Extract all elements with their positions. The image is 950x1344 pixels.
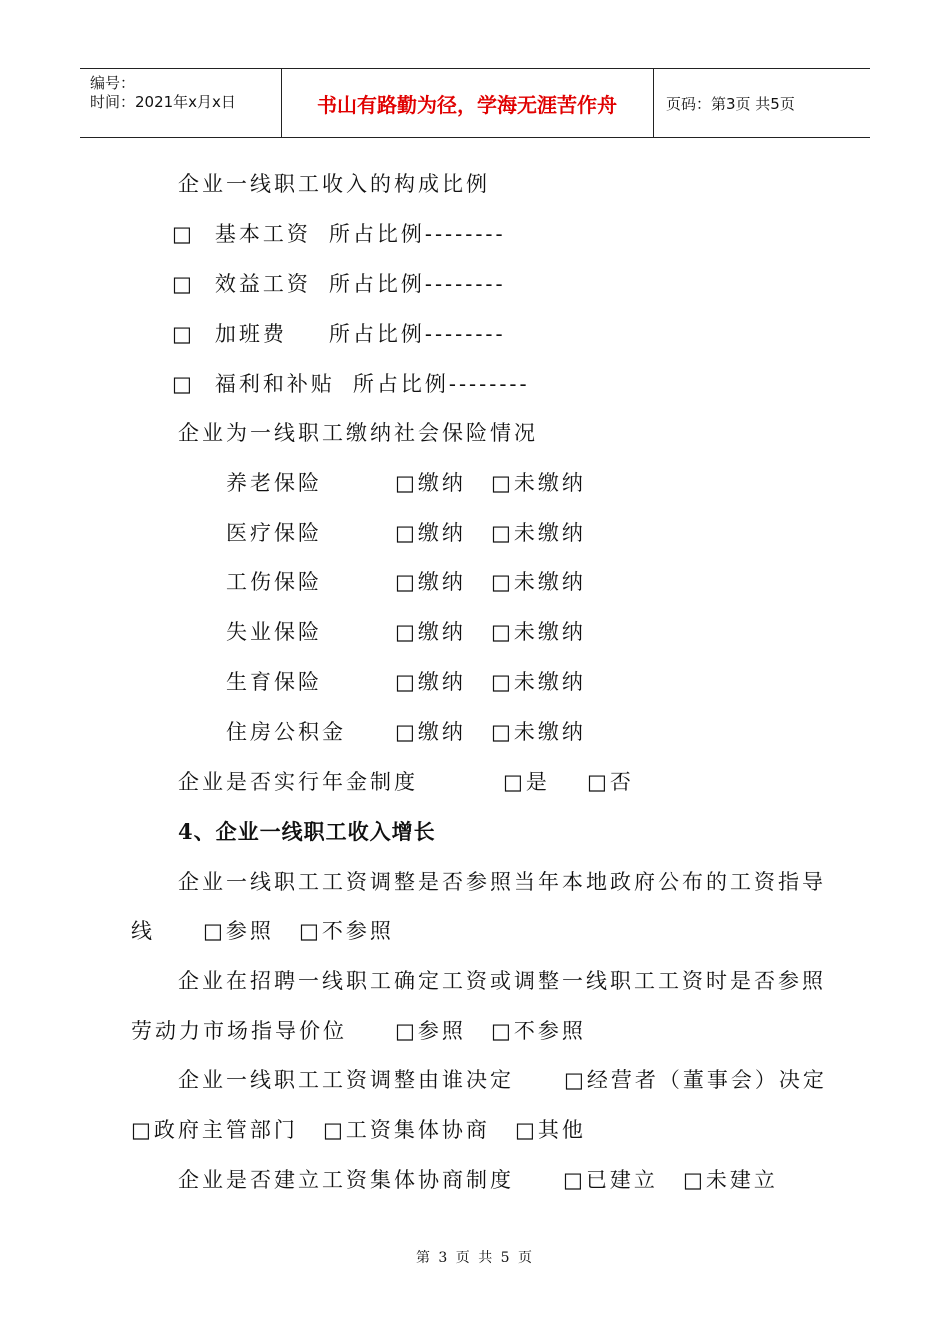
- other-option[interactable]: □其他: [515, 1118, 586, 1142]
- income-item: [172, 321, 506, 347]
- unpaid-option[interactable]: □未缴纳: [491, 471, 586, 495]
- paid-option[interactable]: □缴纳: [395, 720, 466, 744]
- not-refer-option[interactable]: □不参照: [491, 1019, 586, 1043]
- income-item-ratio: 所占比例--------: [328, 322, 506, 346]
- no-option[interactable]: □否: [587, 770, 634, 794]
- collective-option[interactable]: □工资集体协商: [323, 1118, 490, 1142]
- refer-option[interactable]: □参照: [395, 1019, 466, 1043]
- unpaid-option[interactable]: □未缴纳: [491, 670, 586, 694]
- checkbox[interactable]: □: [172, 272, 195, 296]
- time-label: 时间：2021年x月x日: [90, 93, 236, 111]
- unpaid-option[interactable]: □未缴纳: [491, 570, 586, 594]
- income-heading: 企业一线职工收入的构成比例: [178, 172, 490, 196]
- income-item: [172, 271, 506, 297]
- header-meta: [80, 69, 281, 137]
- insurance-name: 工伤保险: [226, 570, 322, 594]
- income-item-label: 基本工资: [214, 222, 311, 246]
- board-option[interactable]: □经营者（董事会）决定: [564, 1068, 827, 1092]
- annuity-question: 企业是否实行年金制度: [178, 770, 418, 794]
- income-item: [172, 371, 530, 397]
- checkbox[interactable]: □: [172, 222, 195, 246]
- insurance-name: 生育保险: [226, 670, 322, 694]
- income-item-ratio: 所占比例--------: [328, 222, 506, 246]
- question-text: 劳动力市场指导价位: [131, 1019, 347, 1043]
- unpaid-option[interactable]: □未缴纳: [491, 720, 586, 744]
- header-page-info: 页码：第3页 共5页: [666, 95, 795, 113]
- question-text: 企业一线职工工资调整是否参照当年本地政府公布的工资指导: [178, 870, 826, 894]
- page-header: [80, 68, 870, 138]
- not-established-option[interactable]: □未建立: [683, 1168, 778, 1192]
- page-footer: 第 3 页 共 5 页: [415, 1250, 535, 1266]
- question-text: 企业是否建立工资集体协商制度: [178, 1168, 514, 1192]
- insurance-name: 医疗保险: [226, 521, 322, 545]
- paid-option[interactable]: □缴纳: [395, 570, 466, 594]
- paid-option[interactable]: □缴纳: [395, 521, 466, 545]
- paid-option[interactable]: □缴纳: [395, 620, 466, 644]
- not-refer-option[interactable]: □不参照: [299, 919, 394, 943]
- income-item-ratio: 所占比例--------: [328, 272, 506, 296]
- income-item: [172, 221, 506, 247]
- insurance-name: 养老保险: [226, 471, 322, 495]
- question-text: 线: [131, 919, 155, 943]
- checkbox[interactable]: □: [172, 372, 195, 396]
- question-text: 企业在招聘一线职工确定工资或调整一线职工工资时是否参照: [178, 969, 826, 993]
- refer-option[interactable]: □参照: [203, 919, 274, 943]
- insurance-heading: 企业为一线职工缴纳社会保险情况: [178, 421, 538, 445]
- paid-option[interactable]: □缴纳: [395, 670, 466, 694]
- income-item-label: 效益工资: [214, 272, 311, 296]
- unpaid-option[interactable]: □未缴纳: [491, 620, 586, 644]
- insurance-name: 失业保险: [226, 620, 322, 644]
- header-divider: [653, 69, 654, 137]
- checkbox[interactable]: □: [172, 322, 195, 346]
- government-option[interactable]: □政府主管部门: [131, 1118, 298, 1142]
- yes-option[interactable]: □是: [503, 770, 550, 794]
- header-motto: 书山有路勤为径，学海无涯苦作舟: [317, 92, 617, 117]
- income-item-ratio: 所占比例--------: [352, 372, 530, 396]
- section-title: 4、企业一线职工收入增长: [178, 819, 436, 844]
- unpaid-option[interactable]: □未缴纳: [491, 521, 586, 545]
- insurance-name: 住房公积金: [226, 720, 346, 744]
- number-label: 编号：: [90, 74, 136, 92]
- income-item-label: 福利和补贴: [214, 372, 335, 396]
- income-item-label: 加班费: [214, 322, 287, 346]
- paid-option[interactable]: □缴纳: [395, 471, 466, 495]
- question-text: 企业一线职工工资调整由谁决定: [178, 1068, 514, 1092]
- established-option[interactable]: □已建立: [563, 1168, 658, 1192]
